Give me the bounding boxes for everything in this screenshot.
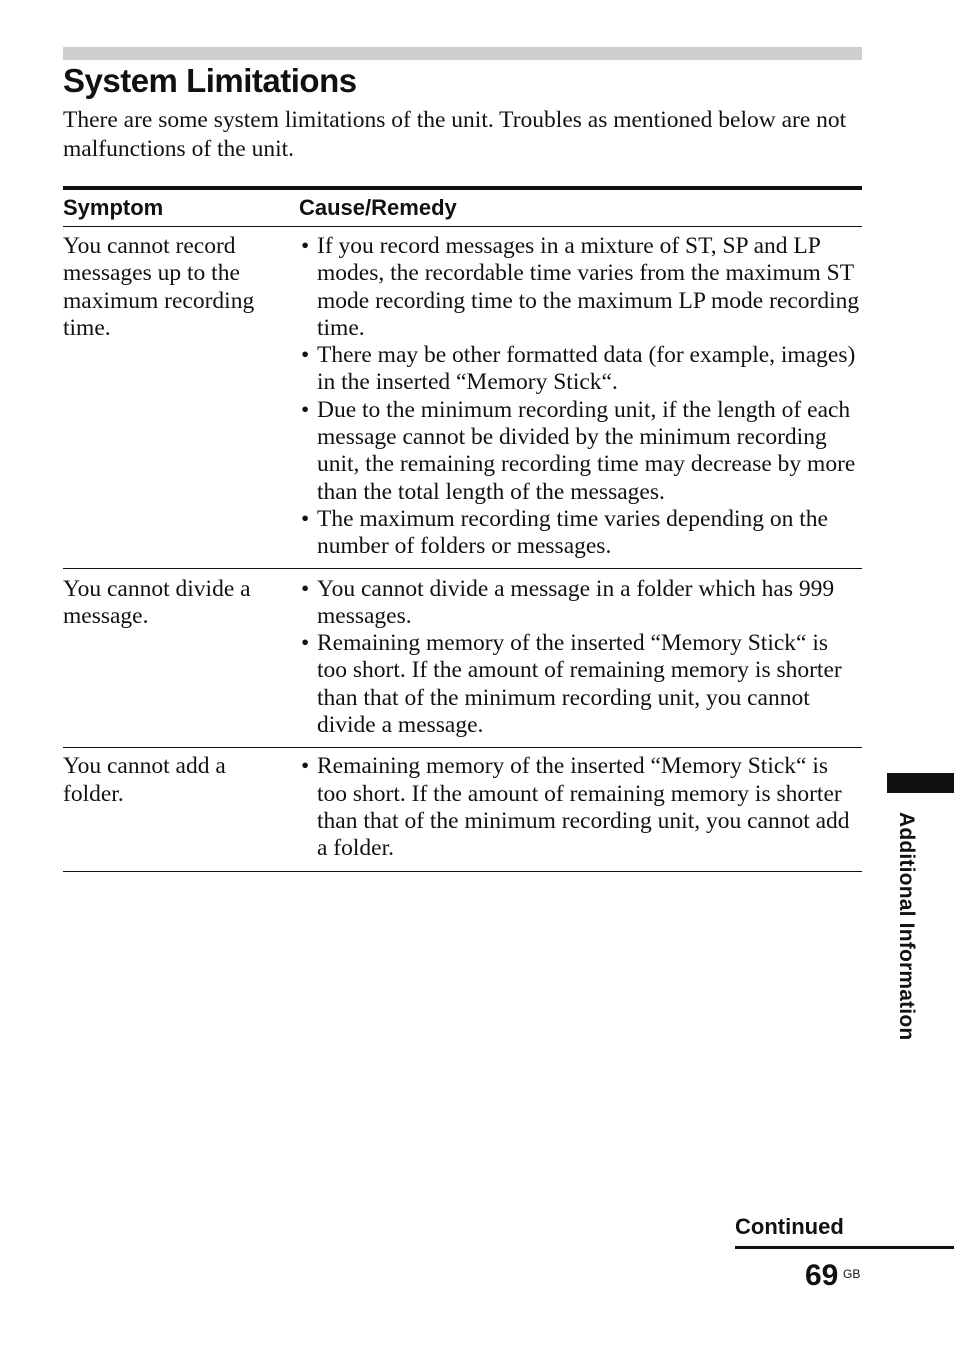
intro-paragraph: There are some system limitations of the unit. Troubles as mentioned below are not malfunctions of the unit. — [63, 107, 847, 162]
cause-cell — [299, 753, 862, 862]
cause-text: Remaining memory of the inserted “Memory Stick“ is too short. If the amount of remaining memory is shorter than that of the minimum recording unit, you cannot add a folder. — [317, 753, 850, 862]
cause-item — [299, 342, 862, 397]
cause-text: There may be other formatted data (for example, images) in the inserted “Memory Stick“. — [317, 342, 856, 396]
table-header — [63, 186, 862, 227]
table-row — [63, 227, 862, 569]
page-number: 69 — [805, 1259, 839, 1292]
continued-rule — [735, 1246, 954, 1249]
table-row — [63, 748, 862, 871]
cause-text: The maximum recording time varies depending on the number of folders or messages. — [317, 505, 828, 560]
bullet-icon: • — [301, 753, 310, 780]
cause-cell — [299, 233, 862, 561]
cause-item — [299, 753, 862, 862]
cause-item — [299, 576, 862, 631]
cause-text: You cannot divide a message in a folder which has 999 messages. — [317, 575, 835, 629]
cause-list — [299, 233, 862, 561]
cause-text: Remaining memory of the inserted “Memory Stick“ is too short. If the amount of remaining memory is shorter than that of the minimum recording unit, you cannot divide a message. — [317, 630, 842, 739]
section-side-label: Additional Information — [895, 812, 918, 1041]
symptom-cell: You cannot add a folder. — [63, 753, 226, 807]
cause-list — [299, 753, 862, 862]
bullet-icon: • — [301, 342, 310, 369]
continued-label: Continued — [735, 1214, 844, 1239]
bullet-icon: • — [301, 630, 310, 657]
cause-column-header: Cause/Remedy — [299, 195, 457, 220]
table-row — [63, 569, 862, 749]
bullet-icon: • — [301, 505, 310, 532]
bullet-icon: • — [301, 233, 310, 259]
limitations-table — [63, 186, 862, 872]
cause-item — [299, 630, 862, 739]
cause-list — [299, 576, 862, 740]
bullet-icon: • — [301, 575, 310, 602]
symptom-cell: You cannot record messages up to the maximum recording time. — [63, 233, 255, 341]
header-rule — [63, 47, 862, 60]
cause-cell — [299, 576, 862, 740]
page-title: System Limitations — [63, 62, 357, 99]
cause-item — [299, 506, 862, 561]
symptom-column-header: Symptom — [63, 195, 164, 220]
section-tab-marker — [887, 773, 954, 793]
cause-text: Due to the minimum recording unit, if the length of each message cannot be divided by the minimum recording unit, the remaining recording time may decrease by more than the total length of the messages. — [317, 396, 856, 505]
cause-item — [299, 233, 862, 342]
cause-item — [299, 397, 862, 506]
page-number-suffix: GB — [843, 1267, 861, 1281]
cause-text: If you record messages in a mixture of ST, SP and LP modes, the recordable time varies from the maximum ST mode recording time to the maximum LP mode recording time. — [317, 233, 860, 341]
symptom-cell: You cannot divide a message. — [63, 575, 251, 629]
bullet-icon: • — [301, 396, 310, 423]
